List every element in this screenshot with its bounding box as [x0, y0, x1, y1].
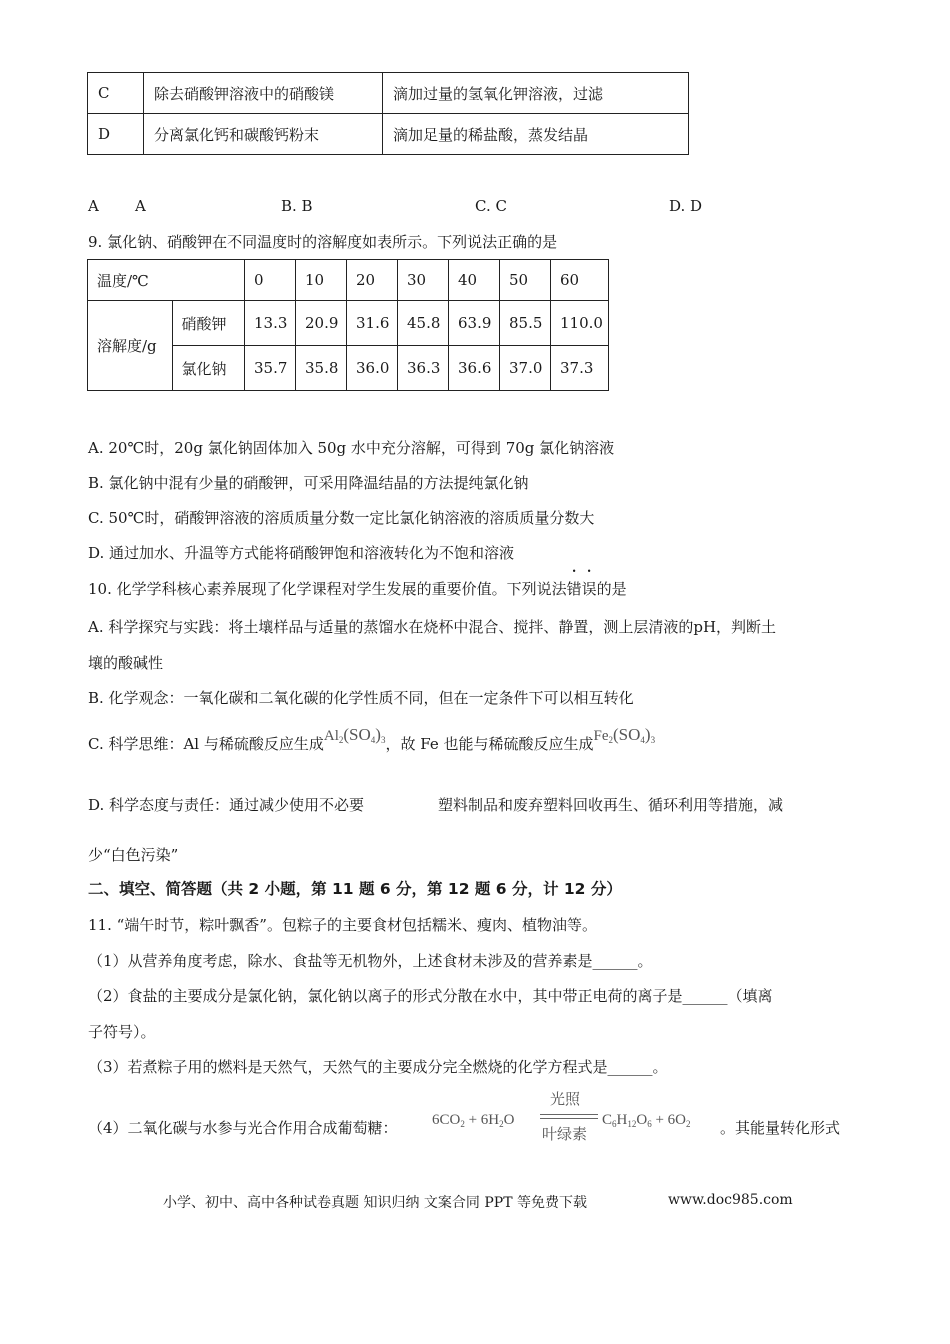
table-row	[88, 114, 689, 155]
formula-sub: 4	[370, 735, 376, 745]
formula-sub: 2	[608, 735, 613, 745]
options-table	[87, 72, 689, 155]
value-cell: 36.0	[347, 346, 398, 391]
q11-part2-line1: （2）食盐的主要成分是氯化钠，氯化钠以离子的形式分散在水中，其中带正电荷的离子是______（填离	[88, 987, 773, 1005]
choice-d: D. D	[669, 197, 703, 215]
footer-text: 小学、初中、高中各种试卷真题 知识归纳 文案合同 PPT 等免费下载	[163, 1195, 587, 1211]
eq-sub: 6	[647, 1119, 652, 1129]
substance-name: 氯化钠	[172, 346, 244, 391]
eq-term: + 6H	[464, 1112, 500, 1128]
choice-c: C. C	[475, 197, 507, 215]
value-cell: 36.6	[449, 346, 500, 391]
value-cell: 20.9	[296, 301, 347, 346]
q10-stem-after: 的是	[596, 580, 627, 598]
eq-sub: 6	[612, 1119, 617, 1129]
q11-part4-after: 。其能量转化形式	[720, 1119, 841, 1137]
row-purpose: 分离氯化钙和碳酸钙粉末	[144, 114, 383, 155]
condition-top: 光照	[550, 1090, 581, 1108]
reaction-condition-arrow	[540, 1086, 598, 1146]
q11-part2-line2: 子符号）。	[88, 1023, 156, 1041]
value-cell: 13.3	[245, 301, 296, 346]
eq-term: H	[616, 1112, 628, 1128]
row-method: 滴加足量的稀盐酸，蒸发结晶	[383, 114, 689, 155]
choice-b: B. B	[281, 197, 313, 215]
eq-term: O	[636, 1112, 648, 1128]
q10-d-line2: 少“白色污染”	[88, 846, 179, 864]
value-cell: 35.8	[296, 346, 347, 391]
solubility-label: 溶解度/g	[88, 301, 173, 391]
formula-al2so43	[323, 725, 386, 745]
row-label: C	[88, 73, 144, 114]
q10-option-a-line1: A. 科学探究与实践：将土壤样品与适量的蒸馏水在烧杯中混合、搅拌、静置，测上层清液的pH，判断土	[88, 618, 777, 636]
eq-term: 6CO	[432, 1112, 461, 1128]
value-cell: 35.7	[245, 346, 296, 391]
value-cell: 37.3	[551, 346, 609, 391]
formula-sub: 3	[650, 735, 656, 745]
value-cell: 31.6	[347, 301, 398, 346]
formula-paren: )	[375, 725, 381, 744]
q11-part4-before: （4）二氧化碳与水参与光合作用合成葡萄糖：	[88, 1119, 398, 1137]
substance-name: 硝酸钾	[172, 301, 244, 346]
eq-term: O	[503, 1112, 515, 1128]
eq-sub: 2	[686, 1119, 691, 1129]
equation-rhs	[602, 1112, 691, 1129]
table-row	[88, 73, 689, 114]
q10-c-part2: ，故 Fe 也能与稀硫酸反应生成	[385, 735, 594, 753]
q9-stem: 9. 氯化钠、硝酸钾在不同温度时的溶解度如表所示。下列说法正确的是	[88, 233, 558, 251]
emphasis-char: 误	[581, 580, 597, 598]
value-cell: 37.0	[500, 346, 551, 391]
formula-fe2so43	[593, 725, 656, 745]
temp-cell: 50	[500, 260, 551, 301]
row-purpose: 除去硝酸钾溶液中的硝酸镁	[144, 73, 383, 114]
value-cell: 110.0	[551, 301, 609, 346]
temp-cell: 20	[347, 260, 398, 301]
q9-option-d: D. 通过加水、升温等方式能将硝酸钾饱和溶液转化为不饱和溶液	[88, 544, 515, 562]
formula-paren: )	[644, 725, 651, 744]
value-cell: 36.3	[398, 346, 449, 391]
value-cell: 85.5	[500, 301, 551, 346]
formula-sub: 4	[640, 735, 645, 745]
q11-part3: （3）若煮粽子用的燃料是天然气，天然气的主要成分完全燃烧的化学方程式是______。	[88, 1058, 668, 1076]
formula-sub: 3	[380, 735, 386, 745]
eq-sub: 12	[627, 1119, 637, 1129]
footer-url[interactable]: www.doc985.com	[668, 1192, 793, 1208]
q10-option-c	[88, 725, 656, 754]
temp-cell: 10	[296, 260, 347, 301]
q10-stem	[88, 578, 627, 599]
q10-option-a-line2: 壤的酸碱性	[88, 654, 164, 672]
condition-bottom: 叶绿素	[542, 1125, 588, 1143]
q10-stem-before: 10. 化学学科核心素养展现了化学课程对学生发展的重要价值。下列说法	[88, 580, 567, 598]
q9-option-c: C. 50℃时，硝酸钾溶液的溶质质量分数一定比氯化钠溶液的溶质质量分数大	[88, 509, 595, 527]
row-method: 滴加过量的氢氧化钾溶液，过滤	[383, 73, 689, 114]
q11-stem: 11. “端午时节，粽叶飘香”。包粽子的主要食材包括糯米、瘦肉、植物油等。	[88, 916, 597, 934]
q10-option-b: B. 化学观念：一氧化碳和二氧化碳的化学性质不同，但在一定条件下可以相互转化	[88, 689, 634, 707]
temp-cell: 40	[449, 260, 500, 301]
formula-sub: 2	[338, 735, 344, 745]
emphasis-char: 错	[566, 580, 582, 598]
temp-cell: 60	[551, 260, 609, 301]
q9-option-b: B. 氯化钠中混有少量的硝酸钾，可采用降温结晶的方法提纯氯化钠	[88, 474, 529, 492]
equals-line	[540, 1118, 598, 1119]
q11-part1: （1）从营养角度考虑，除水、食盐等无机物外，上述食材未涉及的营养素是______。	[88, 952, 653, 970]
eq-sub: 2	[499, 1119, 504, 1129]
eq-term: + 6O	[651, 1112, 686, 1128]
row-label: D	[88, 114, 144, 155]
q10-d-part2: 塑料制品和废弃塑料回收再生、循环利用等措施，减	[438, 796, 784, 814]
equation-lhs	[432, 1112, 514, 1129]
temp-cell: 30	[398, 260, 449, 301]
table-row	[88, 301, 609, 346]
formula-element: Al	[323, 728, 339, 744]
choice-a-text: A	[135, 197, 146, 215]
q10-c-part1: C. 科学思维：Al 与稀硫酸反应生成	[88, 735, 324, 753]
formula-group: (SO	[612, 725, 641, 744]
q9-option-a: A. 20℃时，20g 氯化钠固体加入 50g 水中充分溶解，可得到 70g 氯化钠溶液	[88, 439, 615, 457]
photosynthesis-equation	[432, 1086, 712, 1146]
value-cell: 63.9	[449, 301, 500, 346]
solubility-table	[87, 259, 609, 391]
value-cell: 45.8	[398, 301, 449, 346]
table-row	[88, 260, 609, 301]
eq-term: C	[602, 1112, 613, 1128]
temp-header: 温度/℃	[88, 260, 245, 301]
q10-d-part1: D. 科学态度与责任：通过减少使用不必要	[88, 796, 365, 814]
equals-line	[540, 1114, 598, 1115]
formula-group: (SO	[343, 725, 371, 744]
section-heading: 二、填空、简答题（共 2 小题，第 11 题 6 分，第 12 题 6 分，计 12 分）	[88, 880, 622, 898]
temp-cell: 0	[245, 260, 296, 301]
choice-a-label: A	[88, 197, 99, 215]
eq-sub: 2	[460, 1119, 465, 1129]
formula-element: Fe	[593, 728, 609, 744]
